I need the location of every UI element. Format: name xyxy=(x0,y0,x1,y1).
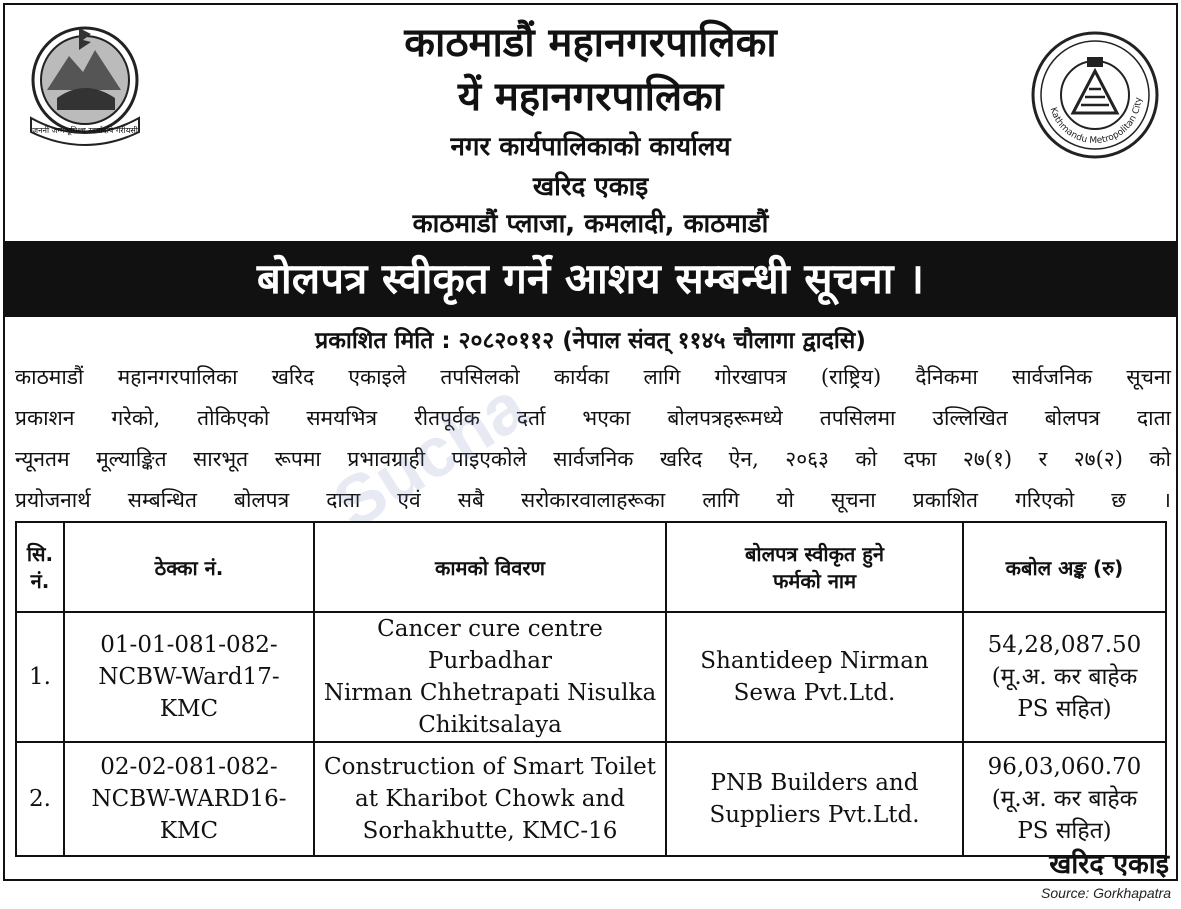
seal-text: Kathmandu Metropolitan City xyxy=(1047,96,1145,147)
cell-serial: 2. xyxy=(16,742,64,856)
cell-firm: PNB Builders and Suppliers Pvt.Ltd. xyxy=(666,742,963,856)
publication-date: प्रकाशित मिति : २०८२०११२ (नेपाल संवत् ११४५ चौलागा द्वादसि) xyxy=(315,328,866,354)
body-line: प्रयोजनार्थ सम्बन्धित बोलपत्र दाता एवं सबै सरोकारवालाहरूका लागि यो सूचना प्रकाशित गरिएको छ । xyxy=(15,488,1171,512)
cell-amount: 54,28,087.50 (मू.अ. कर बाहेक PS सहित) xyxy=(963,612,1166,742)
cell-description: Construction of Smart Toilet at Kharibot Chowk and Sorhakhutte, KMC-16 xyxy=(314,742,666,856)
notice-banner: बोलपत्र स्वीकृत गर्ने आशय सम्बन्धी सूचना । xyxy=(5,241,1176,317)
header-amount: कबोल अङ्क (रु) xyxy=(963,522,1166,612)
cell-firm: Shantideep Nirman Sewa Pvt.Ltd. xyxy=(666,612,963,742)
body-line: प्रकाशन गरेको, तोकिएको समयभित्र रीतपूर्वक दर्ता भएका बोलपत्रहरूमध्ये तपसिलमा उल्लिखित बोलपत्र दाता xyxy=(15,406,1171,430)
cell-description: Cancer cure centre Purbadhar Nirman Chhetrapati Nisulka Chikitsalaya xyxy=(314,612,666,742)
header-contract-no: ठेक्का नं. xyxy=(64,522,314,612)
watermark: Sucha xyxy=(320,366,540,544)
cell-serial: 1. xyxy=(16,612,64,742)
cell-contract: 02-02-081-082- NCBW-WARD16- KMC xyxy=(64,742,314,856)
header-firm: बोलपत्र स्वीकृत हुने फर्मको नाम xyxy=(666,522,963,612)
header-title-newari: यें महानगरपालिका xyxy=(457,73,724,120)
header-serial: सि. नं. xyxy=(16,522,64,612)
body-line: न्यूनतम मूल्याङ्कित सारभूत रूपमा प्रभावग्राही पाइएकोले सार्वजनिक खरिद ऐन, २०६३ को दफा २७(१) र २७(२) को xyxy=(15,447,1171,471)
cell-amount: 96,03,060.70 (मू.अ. कर बाहेक PS सहित) xyxy=(963,742,1166,856)
header-office: नगर कार्यपालिकाको कार्यालय xyxy=(450,132,731,162)
source-credit: Source: Gorkhapatra xyxy=(1041,885,1171,901)
notice-body xyxy=(15,357,1171,521)
table-header-row xyxy=(16,522,1166,612)
kmc-seal-icon xyxy=(1027,27,1163,163)
header-unit: खरिद एकाइ xyxy=(532,172,649,202)
signoff-unit: खरिद एकाइ xyxy=(1049,849,1169,880)
notice-header xyxy=(5,5,1176,239)
header-description: कामको विवरण xyxy=(314,522,666,612)
header-address: काठमाडौं प्लाजा, कमलादी, काठमाडौं xyxy=(412,209,769,239)
header-title-nepali: काठमाडौं महानगरपालिका xyxy=(404,20,777,66)
award-table xyxy=(15,521,1167,857)
table-row xyxy=(16,612,1166,742)
emblem-motto: जननी जन्मभूमिश्च स्वर्गादपि गरीयसी xyxy=(32,126,138,135)
cell-contract: 01-01-081-082- NCBW-Ward17- KMC xyxy=(64,612,314,742)
body-line: काठमाडौं महानगरपालिका खरिद एकाइले तपसिलको कार्यका लागि गोरखापत्र (राष्ट्रिय) दैनिकमा सार्वजनिक सूचना xyxy=(15,365,1171,389)
table-row xyxy=(16,742,1166,856)
